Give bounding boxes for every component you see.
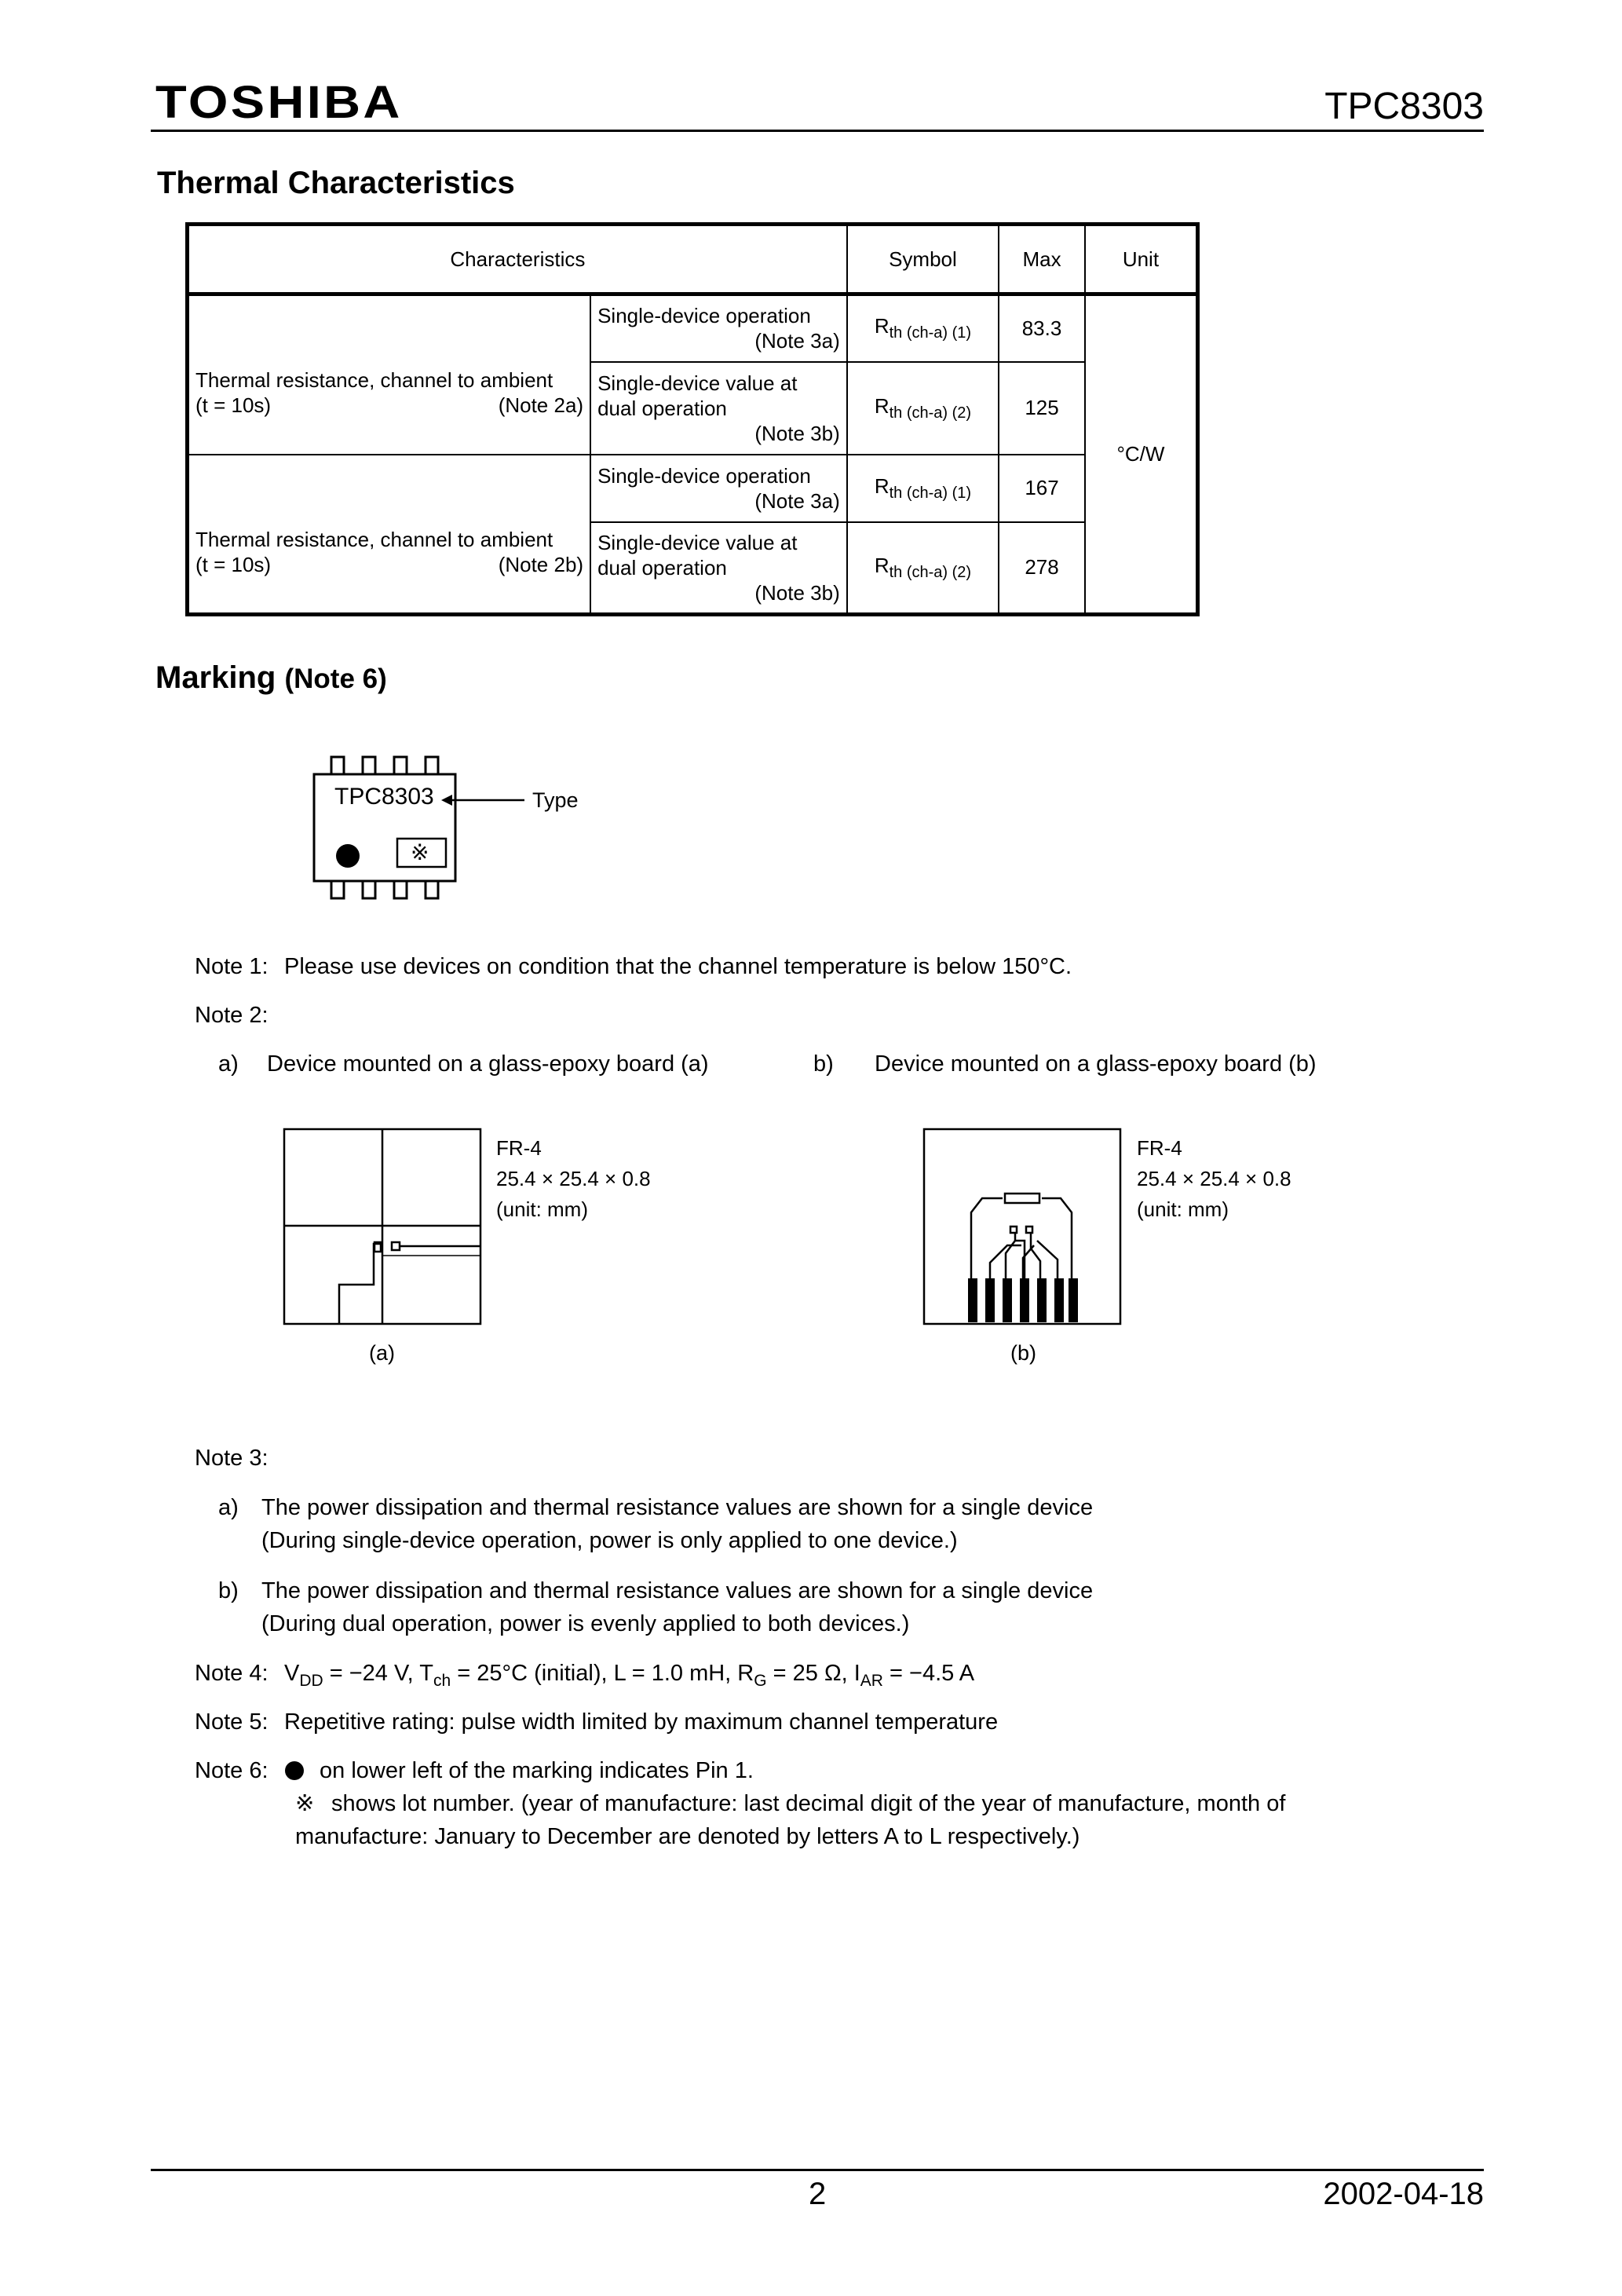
table-row [188, 294, 1198, 362]
board-b-spec: FR-4 25.4 × 25.4 × 0.8 (unit: mm) [1137, 1136, 1291, 1221]
max-cell: 83.3 [999, 294, 1085, 362]
condition-cell: Single-device value at dual operation (Note 3b) [590, 522, 847, 615]
note6-line1: on lower left of the marking indicates Pin 1. [320, 1758, 754, 1783]
page-number: 2 [809, 2177, 827, 2211]
col-unit: Unit [1085, 225, 1198, 294]
symbol-cell: $R_{th (ch-a) (1)}$ [847, 294, 999, 362]
header-rule [151, 130, 1484, 132]
condition-cell: Single-device operation (Note 3a) [590, 294, 847, 362]
caption-a: (a) [369, 1341, 395, 1365]
note2b-label: b) [813, 1051, 834, 1077]
footer-rule [151, 2169, 1484, 2171]
note4-label: Note 4: [195, 1661, 269, 1686]
board-b-diagram [922, 1128, 1123, 1327]
symbol-cell: $R_{th (ch-a) (2)}$ [847, 362, 999, 455]
thermal-table [185, 222, 1200, 616]
note3a-label: a) [218, 1495, 239, 1520]
caption-b: (b) [1010, 1341, 1036, 1365]
note2a-text: Device mounted on a glass-epoxy board (a) [267, 1051, 709, 1077]
toshiba-logo: TOSHIBA [155, 77, 403, 128]
max-cell: 167 [999, 455, 1085, 522]
lot-symbol-note: ※ [295, 1791, 315, 1816]
unit-cell: °C/W [1085, 294, 1198, 615]
symbol-cell: $R_{th (ch-a) (2)}$ [847, 522, 999, 615]
note3a-text: The power dissipation and thermal resistance values are shown for a single device (During single-device operation, power is only applied to one device.) [261, 1495, 1094, 1554]
col-symbol: Symbol [847, 225, 999, 294]
note6-line2: shows lot number. (year of manufacture: last decimal digit of the year of manufacture, month of [331, 1791, 1286, 1816]
note3b-label: b) [218, 1578, 239, 1603]
col-characteristics: Characteristics [188, 225, 847, 294]
board-a-spec: FR-4 25.4 × 25.4 × 0.8 (unit: mm) [496, 1136, 651, 1221]
condition-cell: Single-device value at dual operation (Note 3b) [590, 362, 847, 455]
note1-text: Please use devices on condition that the channel temperature is below 150°C. [284, 954, 1072, 979]
pin1-dot-icon [285, 1761, 304, 1780]
marking-diagram [306, 746, 636, 919]
max-cell: 278 [999, 522, 1085, 615]
note4-text: $V_{DD} = -24$ V, $T_{ch} = 25^\circ C$ (initial), L = 1.0 mH, $R_G = 25$ Ω, $I_{AR} = -4.5$ A [284, 1661, 975, 1690]
characteristic-cell: Thermal resistance, channel to ambient (t = 10s) (Note 2b) [188, 455, 591, 615]
chip-marking-text: TPC8303 [334, 784, 434, 810]
type-label: Type [532, 788, 579, 812]
table-header-row [188, 225, 1198, 294]
characteristic-cell: Thermal resistance, channel to ambient (t = 10s) (Note 2a) [188, 294, 591, 455]
thermal-title: Thermal Characteristics [157, 166, 515, 200]
max-cell: 125 [999, 362, 1085, 455]
package-outline [306, 746, 636, 919]
col-max: Max [999, 225, 1085, 294]
note5-label: Note 5: [195, 1709, 269, 1735]
note3-label: Note 3: [195, 1446, 269, 1471]
note2-label: Note 2: [195, 1003, 269, 1028]
note2b-text: Device mounted on a glass-epoxy board (b) [875, 1051, 1317, 1077]
part-number: TPC8303 [1324, 86, 1484, 127]
note6-line3: manufacture: January to December are denoted by letters A to L respectively.) [295, 1824, 1080, 1849]
condition-cell: Single-device operation (Note 3a) [590, 455, 847, 522]
table-row [188, 455, 1198, 522]
document-date: 2002-04-18 [1323, 2177, 1484, 2211]
note1-label: Note 1: [195, 954, 269, 979]
note6-label: Note 6: [195, 1758, 269, 1783]
marking-title: Marking (Note 6) [155, 660, 387, 695]
board-a-diagram [283, 1128, 484, 1327]
note5-text: Repetitive rating: pulse width limited by maximum channel temperature [284, 1709, 999, 1735]
symbol-cell: $R_{th (ch-a) (1)}$ [847, 455, 999, 522]
note2a-label: a) [218, 1051, 239, 1077]
note3b-text: The power dissipation and thermal resistance values are shown for a single device (During dual operation, power is evenly applied to both devices.) [261, 1578, 1094, 1637]
lot-symbol: ※ [411, 840, 429, 865]
